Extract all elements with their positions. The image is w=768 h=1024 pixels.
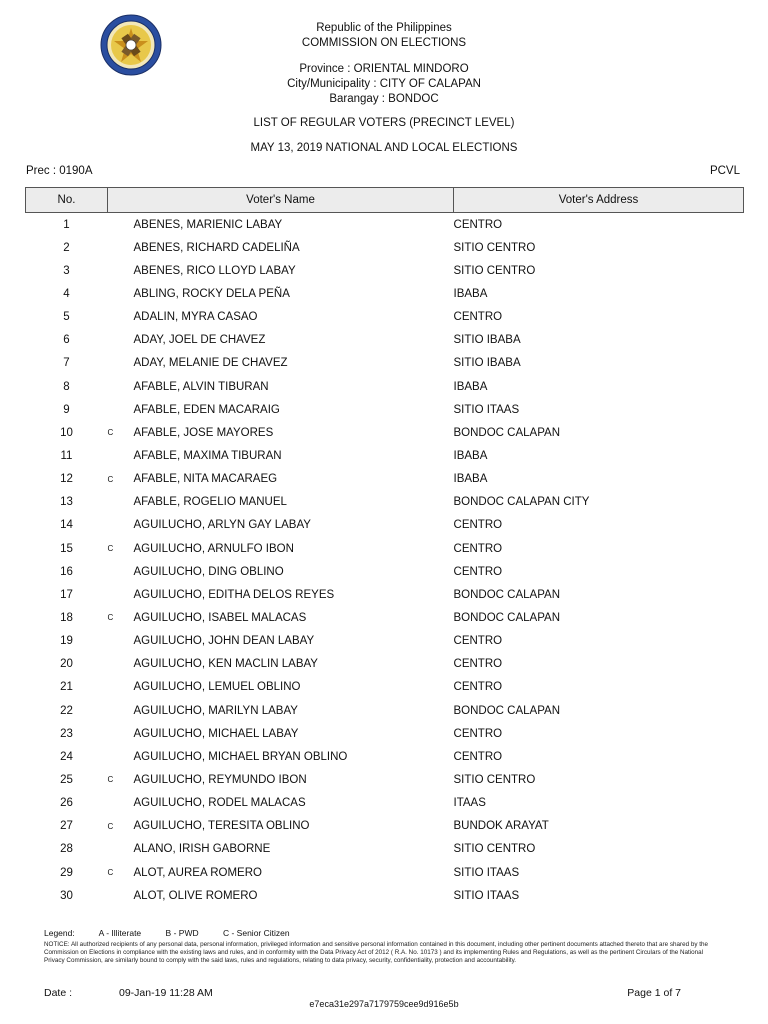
voter-number: 17	[60, 588, 73, 601]
voter-flag	[108, 213, 134, 237]
voter-name: ALOT, OLIVE ROMERO	[133, 889, 258, 902]
voter-number: 2	[63, 241, 70, 254]
header-barangay: Barangay : BONDOC	[329, 93, 439, 105]
voter-name: ABLING, ROCKY DELA PEÑA	[133, 287, 290, 300]
voter-number: 19	[60, 635, 73, 648]
list-title: LIST OF REGULAR VOTERS (PRECINCT LEVEL)	[253, 117, 515, 129]
voter-flag	[108, 792, 134, 815]
voter-address: CENTRO	[453, 681, 503, 694]
voter-flag	[108, 491, 134, 514]
voter-name: ABENES, MARIENIC LABAY	[133, 218, 283, 231]
voter-address: CENTRO	[453, 750, 503, 763]
privacy-notice: NOTICE: All authorized recipients of any personal data, personal information, privileged information and sensitive personal information contained in this document, including other pertinent documents attached thereto that are shared by the Commission on Elections in compliance with the existing laws and rules, and in conformity with the Data Privacy Act of 2012 ( R.A. No. 10173 ) and its implementing Rules and Regulations, as well as the pertinent Circulars of the National Privacy Commission, are similarly bound to comply with the said laws, rules and regulations, relating to data privacy, security, confidentiality, protection and accountability.	[44, 941, 709, 965]
header-province: Province : ORIENTAL MINDORO	[299, 63, 469, 75]
voter-address: BONDOC CALAPAN	[453, 426, 561, 439]
voter-name: AGUILUCHO, ISABEL MALACAS	[133, 611, 307, 624]
column-header-no: No.	[26, 188, 108, 213]
voter-address: CENTRO	[453, 542, 503, 555]
voter-number: 7	[63, 357, 70, 370]
table-row	[26, 768, 744, 791]
voter-address: CENTRO	[453, 565, 503, 578]
voter-name: ABENES, RICO LLOYD LABAY	[133, 264, 296, 277]
table-row	[26, 745, 744, 768]
voter-flag	[108, 514, 134, 537]
voter-address: BONDOC CALAPAN	[453, 611, 561, 624]
voter-flag	[108, 306, 134, 329]
election-title: MAY 13, 2019 NATIONAL AND LOCAL ELECTIONS	[250, 142, 518, 154]
voter-address: IBABA	[453, 287, 488, 300]
voter-address: SITIO ITAAS	[453, 866, 520, 879]
voter-address: SITIO ITAAS	[453, 403, 520, 416]
voter-name: AGUILUCHO, RODEL MALACAS	[133, 797, 306, 810]
voter-number: 28	[60, 843, 73, 856]
column-header-name: Voter's Name	[108, 188, 454, 213]
voter-number: 15	[60, 542, 73, 555]
voter-address: BONDOC CALAPAN CITY	[453, 496, 590, 509]
voter-flag: C	[107, 428, 114, 438]
voter-address: CENTRO	[453, 635, 503, 648]
voter-name: AGUILUCHO, KEN MACLIN LABAY	[133, 658, 318, 671]
table-row	[26, 282, 744, 305]
legend-item-senior: C - Senior Citizen	[222, 928, 290, 938]
voter-flag	[108, 398, 134, 421]
precinct-label: Prec : 0190A	[26, 165, 93, 177]
voter-number: 6	[63, 334, 70, 347]
voter-number: 20	[60, 658, 73, 671]
voter-name: AGUILUCHO, EDITHA DELOS REYES	[133, 588, 335, 601]
voter-flag	[108, 352, 134, 375]
voter-number: 26	[60, 797, 73, 810]
voter-number: 14	[60, 519, 73, 532]
table-row	[26, 306, 744, 329]
table-row	[26, 815, 744, 838]
voter-flag	[108, 676, 134, 699]
voter-name: AGUILUCHO, REYMUNDO IBON	[133, 773, 307, 786]
voter-name: AFABLE, JOSE MAYORES	[133, 426, 274, 439]
voter-name: AGUILUCHO, MICHAEL BRYAN OBLINO	[133, 750, 348, 763]
date-value: 09-Jan-19 11:28 AM	[119, 987, 213, 999]
voter-name: ALANO, IRISH GABORNE	[133, 843, 271, 856]
table-header-row	[26, 188, 744, 213]
table-row	[26, 468, 744, 491]
table-row	[26, 352, 744, 375]
voter-flag	[108, 722, 134, 745]
voter-name: AGUILUCHO, LEMUEL OBLINO	[133, 681, 301, 694]
table-row	[26, 630, 744, 653]
voter-flag	[108, 583, 134, 606]
table-row	[26, 676, 744, 699]
voter-name: AGUILUCHO, DING OBLINO	[133, 565, 284, 578]
voter-address: IBABA	[453, 380, 488, 393]
voter-name: AFABLE, EDEN MACARAIG	[133, 403, 280, 416]
voter-name: AFABLE, ALVIN TIBURAN	[133, 380, 269, 393]
voter-address: CENTRO	[453, 218, 503, 231]
date-label: Date :	[44, 987, 73, 999]
voter-address: BONDOC CALAPAN	[453, 704, 561, 717]
table-row	[26, 861, 744, 884]
table-row	[26, 722, 744, 745]
table-row	[26, 259, 744, 282]
voter-name: AGUILUCHO, MARILYN LABAY	[133, 704, 298, 717]
table-row	[26, 213, 744, 237]
voter-flag	[108, 375, 134, 398]
voter-flag	[108, 329, 134, 352]
voter-name: AGUILUCHO, ARLYN GAY LABAY	[133, 519, 311, 532]
table-row	[26, 375, 744, 398]
voter-flag	[108, 745, 134, 768]
voter-number: 5	[63, 311, 70, 324]
page-number: Page 1 of 7	[627, 987, 681, 999]
voter-address: BONDOC CALAPAN	[453, 588, 561, 601]
legend-item-illiterate: A - Illiterate	[98, 928, 142, 938]
voter-number: 30	[60, 889, 73, 902]
voter-flag: C	[107, 613, 114, 623]
voter-address: CENTRO	[453, 658, 503, 671]
voter-address: IBABA	[453, 449, 488, 462]
legend-label: Legend:	[44, 928, 75, 938]
voter-flag	[108, 653, 134, 676]
voter-name: ADAY, JOEL DE CHAVEZ	[133, 334, 266, 347]
table-row	[26, 792, 744, 815]
voter-name: AFABLE, NITA MACARAEG	[133, 473, 278, 486]
voters-table	[25, 187, 744, 907]
voter-name: AGUILUCHO, MICHAEL LABAY	[133, 727, 299, 740]
voter-flag	[108, 444, 134, 467]
voter-flag	[108, 560, 134, 583]
voter-number: 13	[60, 496, 73, 509]
voter-number: 11	[60, 449, 73, 462]
voter-address: SITIO IBABA	[453, 357, 521, 370]
voter-flag	[108, 236, 134, 259]
voter-address: BUNDOK ARAYAT	[453, 820, 549, 833]
doc-code: PCVL	[709, 165, 740, 177]
voter-address: ITAAS	[453, 797, 486, 810]
voter-flag: C	[107, 868, 114, 877]
table-row	[26, 699, 744, 722]
voter-name: AGUILUCHO, JOHN DEAN LABAY	[133, 635, 315, 648]
voter-number: 16	[60, 565, 73, 578]
voter-name: ABENES, RICHARD CADELIÑA	[133, 241, 300, 254]
voter-name: ADALIN, MYRA CASAO	[133, 311, 258, 324]
header-line-comelec: COMMISSION ON ELECTIONS	[301, 37, 467, 49]
voter-flag	[108, 259, 134, 282]
voter-name: AFABLE, ROGELIO MANUEL	[133, 496, 287, 509]
voter-flag	[108, 838, 134, 861]
table-row	[26, 537, 744, 560]
table-row	[26, 838, 744, 861]
voter-number: 24	[60, 750, 73, 763]
table-row	[26, 606, 744, 629]
header-city: City/Municipality : CITY OF CALAPAN	[287, 78, 481, 90]
voter-number: 18	[60, 611, 73, 624]
column-header-address: Voter's Address	[454, 188, 744, 213]
legend-item-pwd: B - PWD	[165, 928, 199, 938]
voter-flag	[108, 884, 134, 907]
voter-address: CENTRO	[453, 519, 503, 532]
table-row	[26, 560, 744, 583]
voter-name: AGUILUCHO, ARNULFO IBON	[133, 542, 294, 555]
legend	[44, 928, 312, 938]
voter-flag	[108, 282, 134, 305]
table-row	[26, 491, 744, 514]
table-row	[26, 444, 744, 467]
voter-number: 12	[60, 473, 73, 486]
voter-address: IBABA	[453, 473, 488, 486]
table-row	[26, 653, 744, 676]
voter-number: 23	[60, 727, 73, 740]
table-row	[26, 329, 744, 352]
voter-flag: C	[107, 775, 114, 785]
voter-number: 27	[60, 820, 73, 833]
table-row	[26, 421, 744, 444]
table-row	[26, 398, 744, 421]
voter-number: 22	[60, 704, 73, 717]
voter-number: 10	[60, 426, 73, 439]
voter-address: SITIO CENTRO	[453, 773, 536, 786]
voter-flag: C	[107, 544, 114, 554]
voter-address: SITIO CENTRO	[453, 264, 536, 277]
voter-flag: C	[107, 821, 114, 831]
voter-number: 21	[60, 681, 73, 694]
voter-name: AFABLE, MAXIMA TIBURAN	[133, 449, 282, 462]
voter-number: 8	[63, 380, 70, 393]
table-row	[26, 583, 744, 606]
voter-address: SITIO ITAAS	[453, 889, 520, 902]
voter-address: SITIO CENTRO	[453, 241, 536, 254]
table-row	[26, 514, 744, 537]
voter-flag	[108, 630, 134, 653]
voter-number: 25	[60, 773, 73, 786]
table-row	[26, 236, 744, 259]
voter-address: CENTRO	[453, 311, 503, 324]
voter-number: 1	[63, 218, 70, 231]
voter-name: AGUILUCHO, TERESITA OBLINO	[133, 820, 310, 833]
table-row	[26, 884, 744, 907]
voter-name: ALOT, AUREA ROMERO	[133, 866, 262, 879]
voter-name: ADAY, MELANIE DE CHAVEZ	[133, 357, 288, 370]
voter-rows	[26, 213, 744, 908]
voter-number: 29	[60, 866, 73, 879]
voter-number: 3	[63, 264, 70, 277]
voter-address: SITIO IBABA	[453, 334, 521, 347]
voter-number: 9	[63, 403, 70, 416]
voter-number: 4	[63, 287, 70, 300]
voter-address: CENTRO	[453, 727, 503, 740]
voter-flag	[108, 699, 134, 722]
voter-address: SITIO CENTRO	[453, 843, 536, 856]
document-hash: e7eca31e297a7179759cee9d916e5b	[309, 999, 459, 1009]
header-line-republic: Republic of the Philippines	[316, 22, 452, 34]
voter-flag: C	[107, 474, 114, 484]
